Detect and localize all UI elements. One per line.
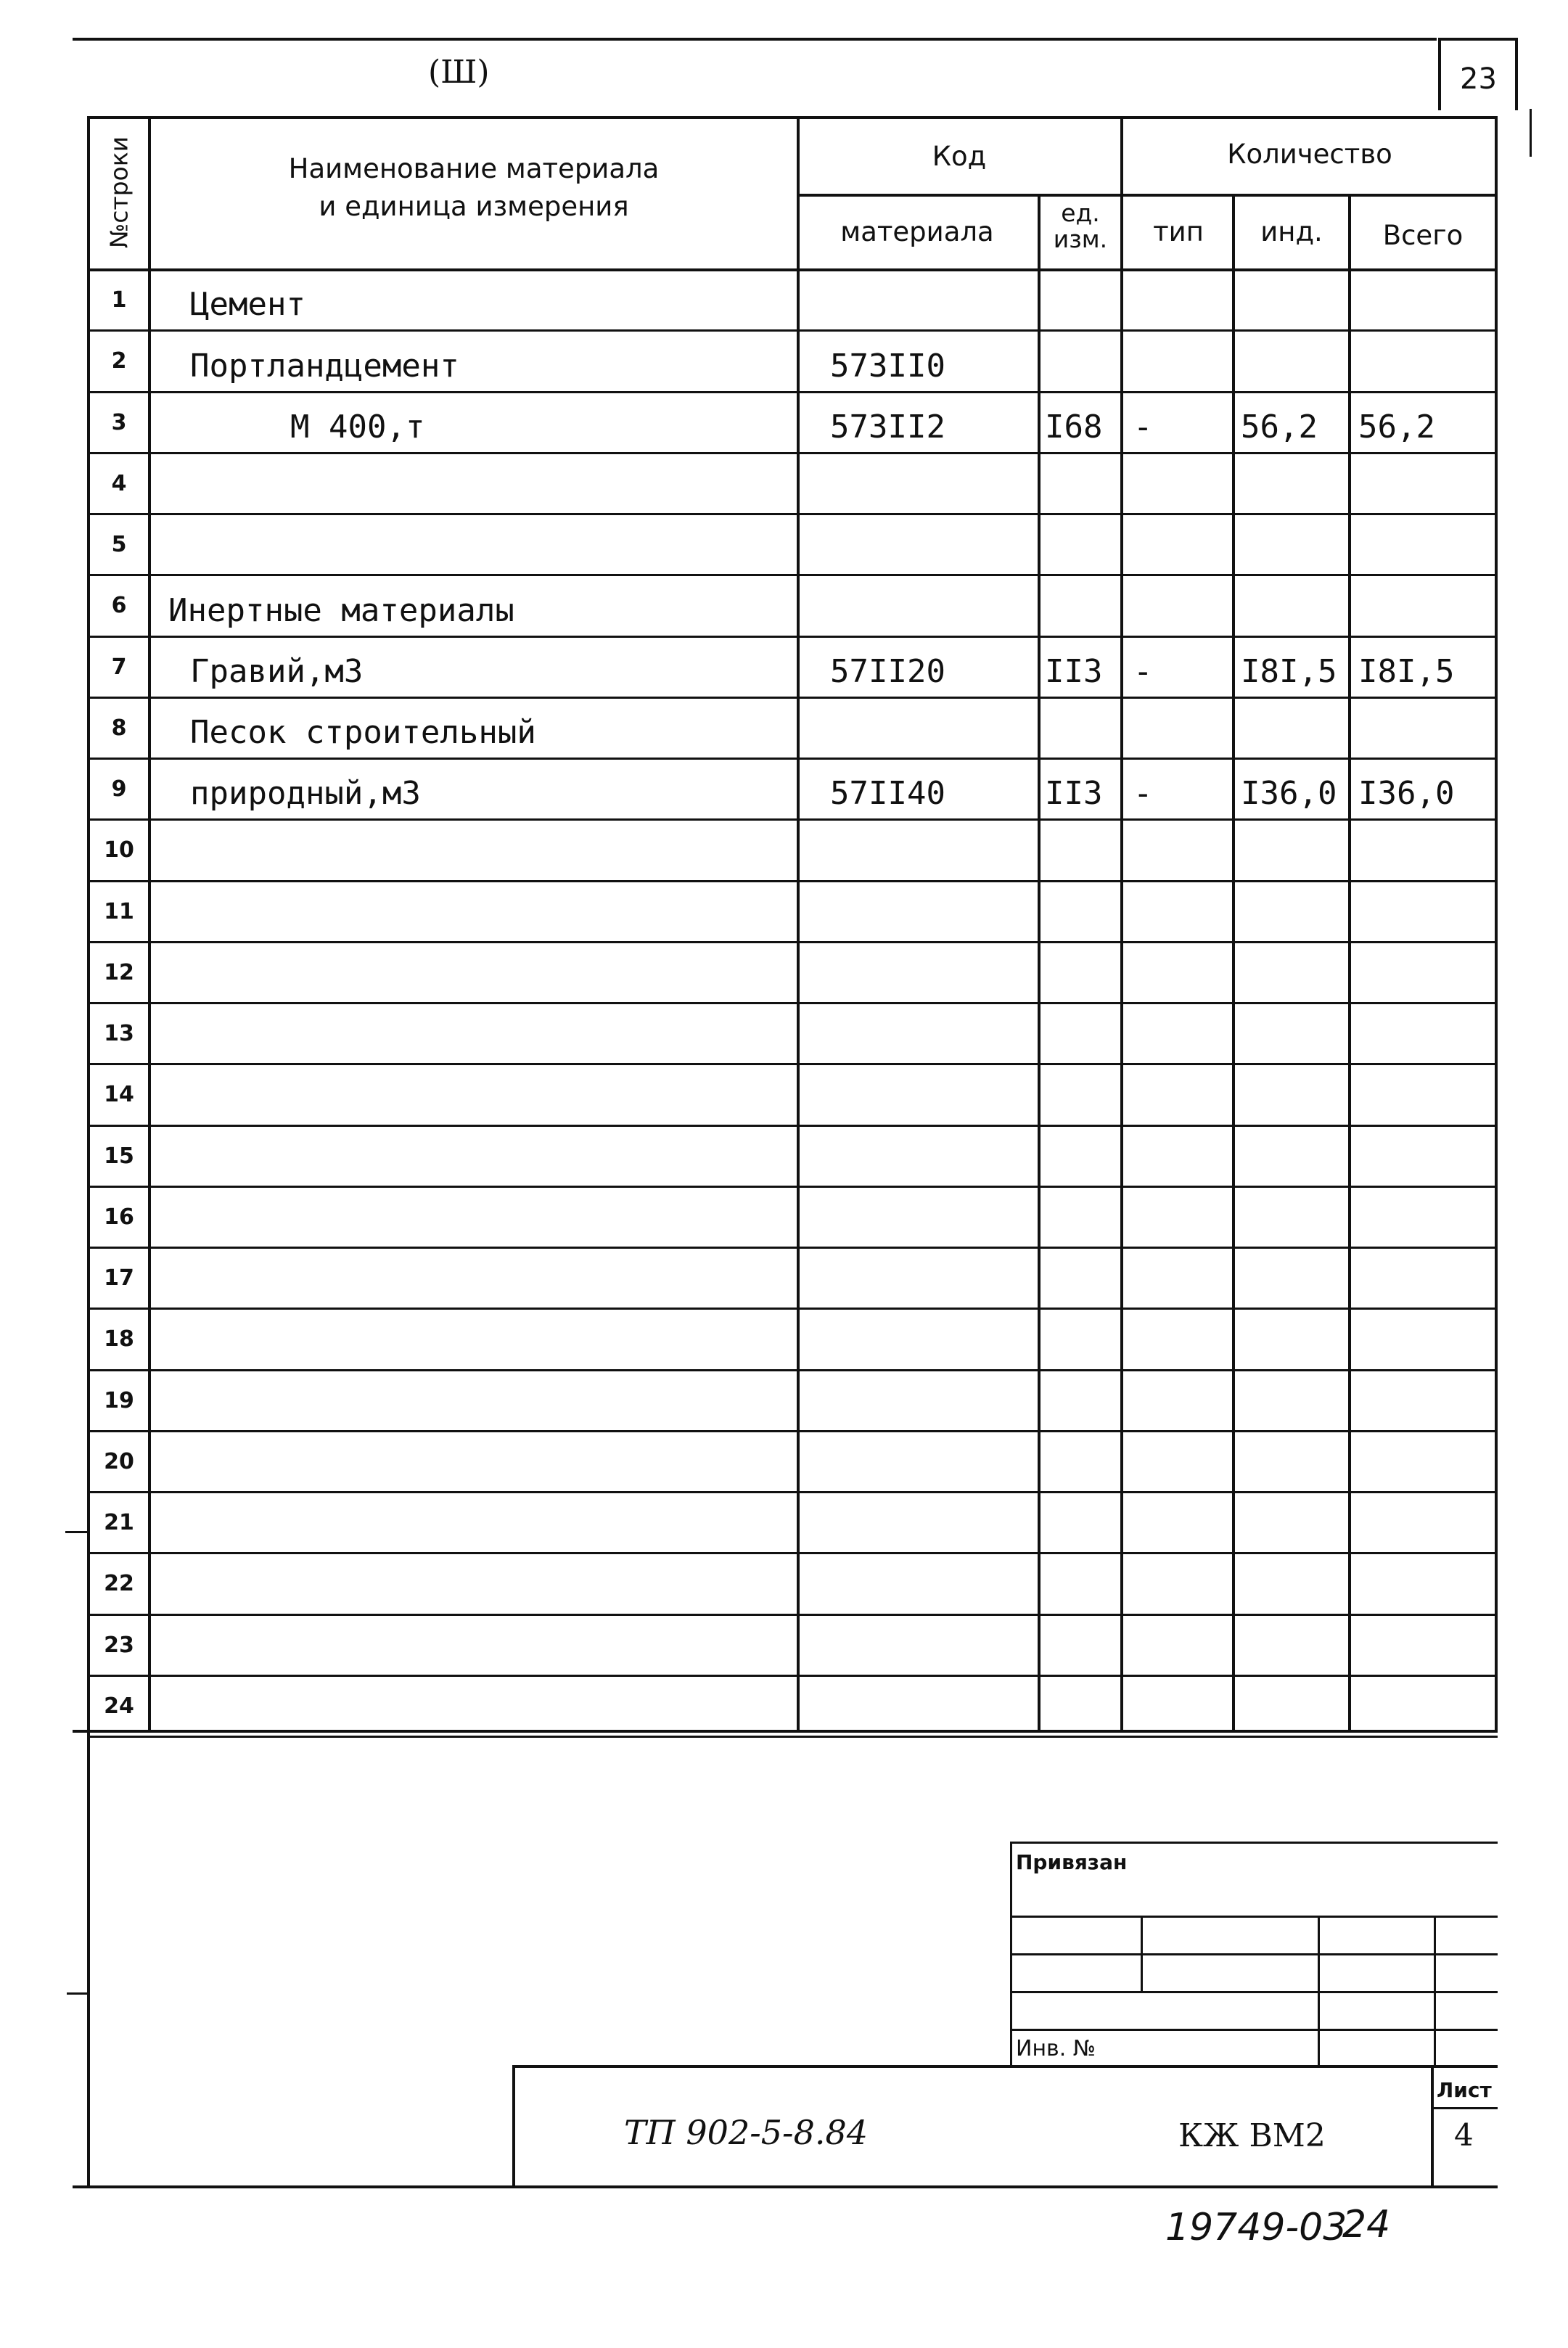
row-number: 23 — [104, 1632, 134, 1658]
bound-label: Привязан — [1016, 1850, 1128, 1874]
row-rule — [87, 452, 1498, 454]
top-rule — [73, 38, 1437, 41]
row-rule — [87, 1247, 1498, 1249]
material-name-cell: Инертные материалы — [168, 591, 514, 629]
row-number: 12 — [104, 959, 134, 985]
row-rule — [87, 1614, 1498, 1616]
row-rule — [87, 1552, 1498, 1554]
code-material-header: материала — [840, 216, 994, 247]
ind-divider — [1348, 194, 1351, 1731]
row-number: 5 — [111, 532, 127, 558]
type-qty-cell: - — [1133, 408, 1153, 446]
table-bottom — [73, 1730, 1498, 1733]
row-number: 22 — [104, 1571, 134, 1597]
section-label: (Ш) — [428, 54, 490, 91]
table-right — [1495, 116, 1498, 1731]
material-name-cell: природный,м3 — [190, 775, 421, 813]
qty-group-header: Количество — [1227, 139, 1392, 170]
row-number: 6 — [111, 593, 127, 619]
row-number: 10 — [104, 837, 134, 863]
material-name-cell: М 400,т — [290, 408, 425, 446]
title-left — [512, 2065, 515, 2187]
row-number: 9 — [111, 776, 127, 802]
bound-row4 — [1010, 2029, 1498, 2031]
material-code-cell: 57II20 — [830, 652, 945, 690]
scan-mark-left-1 — [65, 1531, 87, 1533]
material-code-cell: 57II40 — [830, 775, 945, 813]
header-subdivider — [797, 194, 1498, 197]
qty-total-header: Всего — [1382, 220, 1464, 251]
bound-col3 — [1434, 1916, 1436, 2066]
archive-page: 24 — [1342, 2203, 1391, 2246]
row-rule — [87, 1125, 1498, 1127]
page-number-box-left — [1438, 38, 1441, 110]
row-number: 14 — [104, 1082, 134, 1108]
ind-qty-cell: 56,2 — [1241, 408, 1318, 446]
row-rule — [87, 1491, 1498, 1493]
material-code-cell: 573II2 — [830, 408, 945, 446]
name-header: Наименование материала и единица измерения — [288, 153, 660, 223]
qty-type-header: тип — [1153, 216, 1204, 247]
row-rule — [87, 1369, 1498, 1371]
unit-code-cell: I68 — [1045, 408, 1103, 446]
row-rule — [87, 1308, 1498, 1310]
row-number: 19 — [104, 1387, 134, 1413]
code-group-header: Код — [932, 141, 987, 172]
title-sheet-rule — [1431, 2107, 1498, 2109]
title-sheet-divider — [1431, 2065, 1434, 2187]
row-rule — [87, 697, 1498, 699]
row-rule — [87, 391, 1498, 393]
row-number: 24 — [104, 1693, 134, 1719]
total-qty-cell: I36,0 — [1358, 775, 1455, 813]
total-qty-cell: I8I,5 — [1358, 652, 1455, 690]
header-divider — [87, 268, 1498, 271]
total-qty-cell: 56,2 — [1358, 408, 1435, 446]
material-code-cell: 573II0 — [830, 347, 945, 385]
row-number: 15 — [104, 1143, 134, 1169]
inv-label: Инв. № — [1016, 2036, 1096, 2061]
name-divider — [797, 116, 800, 1731]
unit-code-cell: II3 — [1045, 775, 1103, 813]
row-number: 2 — [111, 348, 127, 374]
archive-number: 19749-03 — [1165, 2206, 1347, 2249]
bound-col1 — [1141, 1916, 1143, 1992]
row-rule — [87, 1186, 1498, 1188]
page-number-box-top — [1438, 38, 1518, 41]
row-rule — [87, 574, 1498, 576]
material-name-cell: Цемент — [190, 286, 305, 324]
row-rule — [87, 1675, 1498, 1677]
scan-mark-right — [1530, 109, 1532, 157]
row-number: 21 — [104, 1510, 134, 1536]
doc-mark: КЖ ВМ2 — [1178, 2117, 1326, 2154]
ind-qty-cell: I8I,5 — [1241, 652, 1337, 690]
bound-row2 — [1010, 1953, 1498, 1955]
table-left — [87, 116, 90, 1731]
unit-divider — [1120, 116, 1123, 1731]
row-rule — [87, 758, 1498, 760]
row-rule — [87, 880, 1498, 882]
code-unit-header: ед. изм. — [1053, 199, 1108, 254]
scan-mark-left-2 — [67, 1992, 87, 1995]
table-top — [87, 116, 1498, 119]
row-rule — [87, 329, 1498, 332]
row-number: 11 — [104, 898, 134, 924]
bound-row3 — [1010, 1991, 1498, 1993]
page-number-box-right — [1515, 38, 1518, 110]
unit-code-cell: II3 — [1045, 652, 1103, 690]
row-number: 20 — [104, 1448, 134, 1474]
type-qty-cell: - — [1133, 652, 1153, 690]
bound-col2 — [1318, 1916, 1320, 2066]
type-qty-cell: - — [1133, 775, 1153, 813]
row-number: 4 — [111, 470, 127, 496]
sheet-label: Лист — [1437, 2078, 1492, 2102]
row-rule — [87, 1736, 1498, 1738]
row-number: 7 — [111, 654, 127, 680]
code-divider — [1038, 194, 1040, 1731]
row-number: 13 — [104, 1021, 134, 1047]
material-name-cell: Песок строительный — [190, 714, 536, 751]
type-divider — [1232, 194, 1235, 1731]
row-rule — [87, 636, 1498, 638]
frame-left — [87, 1731, 90, 2188]
row-number: 8 — [111, 715, 127, 741]
material-name-cell: Портландцемент — [190, 347, 459, 385]
row-rule — [87, 1063, 1498, 1065]
row-number: 17 — [104, 1265, 134, 1292]
row-number: 16 — [104, 1204, 134, 1230]
row-rule — [87, 1430, 1498, 1432]
row-rule — [87, 1002, 1498, 1004]
row-number: 3 — [111, 409, 127, 435]
doc-code: ТП 902-5-8.84 — [624, 2113, 868, 2152]
bound-row1 — [1010, 1916, 1498, 1918]
rownum-divider — [148, 116, 151, 1731]
row-number: 1 — [111, 287, 127, 313]
page-number: 23 — [1460, 62, 1497, 96]
ind-qty-cell: I36,0 — [1241, 775, 1337, 813]
row-rule — [87, 941, 1498, 943]
row-rule — [87, 513, 1498, 515]
bound-top — [1010, 1842, 1498, 1844]
material-name-cell: Гравий,м3 — [190, 652, 364, 690]
rownum-header: №строки — [104, 136, 134, 249]
sheet-value: 4 — [1454, 2117, 1474, 2153]
row-number: 18 — [104, 1326, 134, 1352]
title-top — [512, 2065, 1498, 2068]
qty-ind-header: инд. — [1260, 216, 1323, 247]
row-rule — [87, 818, 1498, 821]
frame-bottom — [73, 2185, 1498, 2188]
